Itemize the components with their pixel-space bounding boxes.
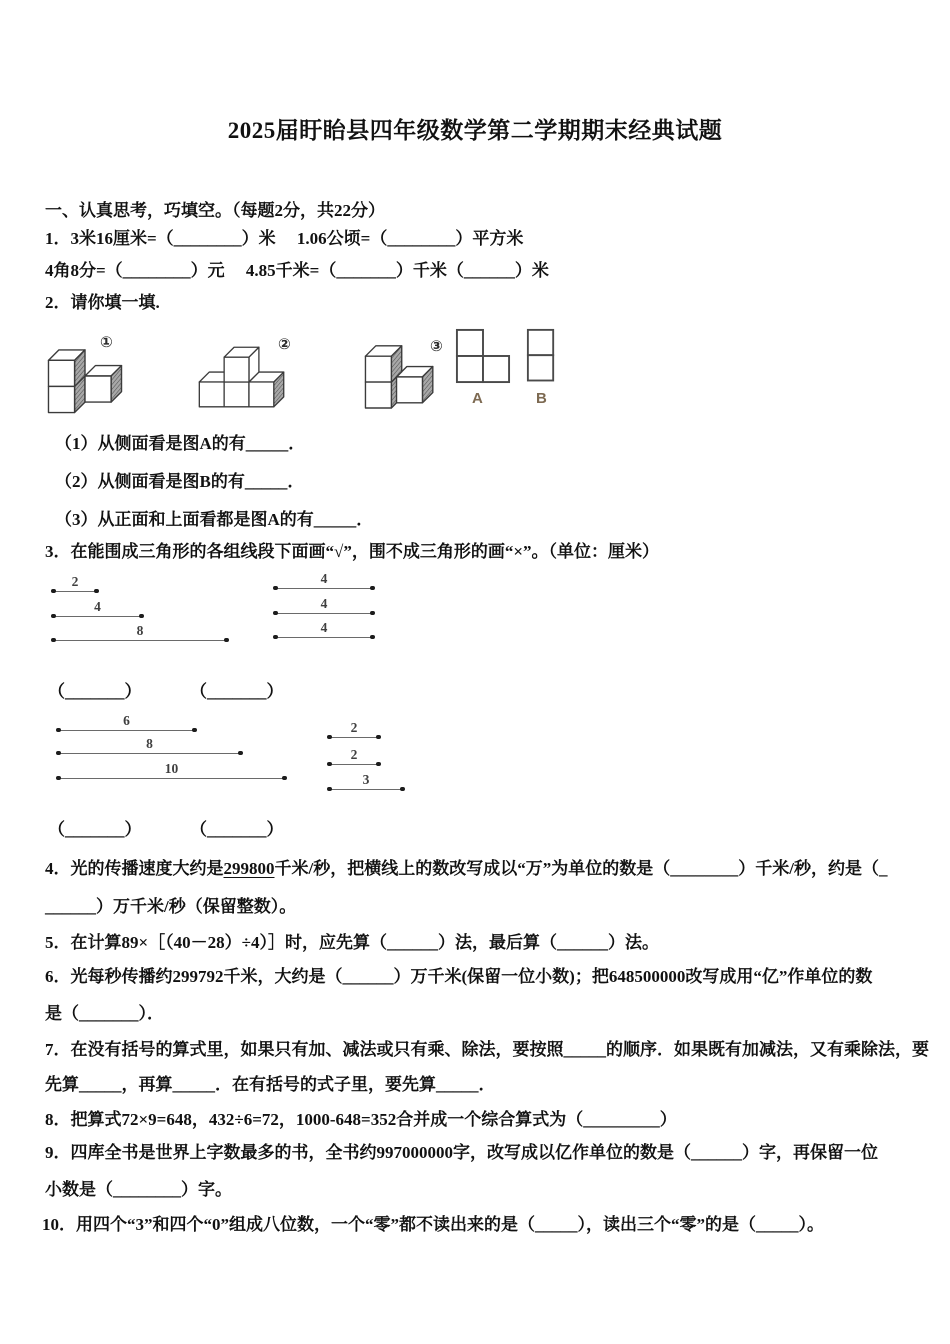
view-figure-b	[526, 328, 556, 384]
q2-sub2: （2）从侧面看是图B的有_____．	[55, 472, 305, 491]
segment-length-label: 2	[350, 747, 358, 762]
segment-length-label: 4	[94, 599, 101, 614]
q4-underlined-number: 299800	[223, 859, 275, 878]
figure2-circled-number: ②	[278, 335, 291, 353]
segment-g1l-2	[53, 574, 97, 592]
segment-g2r-3	[329, 772, 403, 790]
q4-text-pre: 4．光的传播速度大约是	[45, 859, 224, 878]
q6-line2: 是（_______）．	[45, 1004, 164, 1023]
view-figure-a	[455, 328, 511, 386]
segment-line	[58, 730, 195, 731]
q4-line2: ______）万千米/秒（保留整数）。	[45, 897, 297, 916]
q3-stem: 3．在能围成三角形的各组线段下面画“√”，围不成三角形的画“×”。（单位：厘米）	[45, 542, 660, 561]
q7-line2: 先算_____，再算_____．在有括号的式子里，要先算_____．	[45, 1075, 496, 1094]
segment-line	[275, 613, 373, 614]
q9-line2: 小数是（________）字。	[45, 1180, 232, 1199]
segment-g2l-10	[58, 761, 285, 779]
q3-answer-blank-3: （_______）	[48, 820, 142, 839]
q2-sub3: （3）从正面和上面看都是图A的有_____．	[55, 510, 374, 529]
segment-line	[329, 737, 379, 738]
segment-g2l-6	[58, 713, 195, 731]
q4-line1	[45, 857, 887, 881]
q2-stem: 2．请你填一填.	[45, 293, 160, 312]
segment-length-label: 8	[136, 623, 144, 638]
segment-g1r-4a	[275, 571, 373, 589]
q10-stem: 10．用四个“3”和四个“0”组成八位数，一个“零”都不读出来的是（_____），读出三个“零”的是（_____）。	[42, 1215, 824, 1234]
segment-line	[275, 588, 373, 589]
segment-length-label: 3	[362, 772, 370, 787]
q1-line2: 4角8分=（________）元 4.85千米=（_______）千米（______）米	[45, 261, 549, 280]
view-figure-b-label: B	[536, 390, 547, 407]
segment-g2r-2a	[329, 720, 379, 738]
segment-line	[275, 637, 373, 638]
q9-line1: 9．四库全书是世界上字数最多的书，全书约997000000字，改写成以亿作单位的数是（______）字，再保留一位	[45, 1143, 878, 1162]
cube-figure-3	[362, 332, 457, 411]
q7-line1: 7．在没有括号的算式里，如果只有加、减法或只有乘、除法，要按照_____的顺序．如果既有加减法，又有乘除法，要	[45, 1040, 929, 1059]
segment-g1r-4c	[275, 620, 373, 638]
segment-line	[53, 591, 97, 592]
exam-title: 2025届盱眙县四年级数学第二学期期末经典试题	[227, 118, 723, 143]
q1-line1: 1．3米16厘米=（________）米 1.06公顷=（________）平方米	[45, 229, 524, 248]
segment-length-label: 6	[123, 713, 130, 728]
segment-g1l-4	[53, 599, 142, 617]
q6-line1: 6．光每秒传播约299792千米，大约是（______）万千米(保留一位小数)；把648500000改写成用“亿”作单位的数	[45, 967, 873, 986]
segment-length-label: 8	[146, 736, 153, 751]
q5-stem: 5．在计算89×［（40－28）÷4）］时，应先算（______）法，最后算（______）法。	[45, 933, 660, 952]
segment-line	[329, 764, 379, 765]
segment-g2r-2b	[329, 747, 379, 765]
segment-g2l-8	[58, 736, 241, 754]
q3-answer-blank-4: （_______）	[190, 820, 284, 839]
segment-line	[58, 778, 285, 779]
segment-length-label: 2	[71, 574, 79, 589]
section1-heading: 一、认真思考，巧填空。（每题2分，共22分）	[45, 201, 385, 220]
segment-g1l-8	[53, 623, 227, 641]
segment-line	[329, 789, 403, 790]
segment-length-label: 4	[320, 571, 328, 586]
segment-g1r-4b	[275, 596, 373, 614]
figure1-circled-number: ①	[100, 333, 113, 351]
cube-figure-1	[45, 336, 145, 416]
view-figure-a-label: A	[472, 390, 483, 407]
cube-figure-2	[196, 334, 316, 410]
figure3-circled-number: ③	[430, 337, 443, 355]
q2-sub1: （1）从侧面看是图A的有_____．	[55, 434, 306, 453]
q4-text-post: 千米/秒，把横线上的数改写成以“万”为单位的数是（________）千米/秒，约是（_	[274, 859, 888, 878]
q8-stem: 8．把算式72×9=648，432÷6=72，1000-648=352合并成一个综合算式为（_________）	[45, 1110, 677, 1129]
segment-length-label: 10	[164, 761, 179, 776]
segment-line	[53, 616, 142, 617]
segment-length-label: 4	[320, 596, 328, 611]
q3-answer-blank-2: （_______）	[190, 682, 284, 701]
segment-line	[58, 753, 241, 754]
segment-line	[53, 640, 227, 641]
q3-answer-blank-1: （_______）	[48, 682, 142, 701]
segment-length-label: 2	[350, 720, 358, 735]
segment-length-label: 4	[320, 620, 328, 635]
